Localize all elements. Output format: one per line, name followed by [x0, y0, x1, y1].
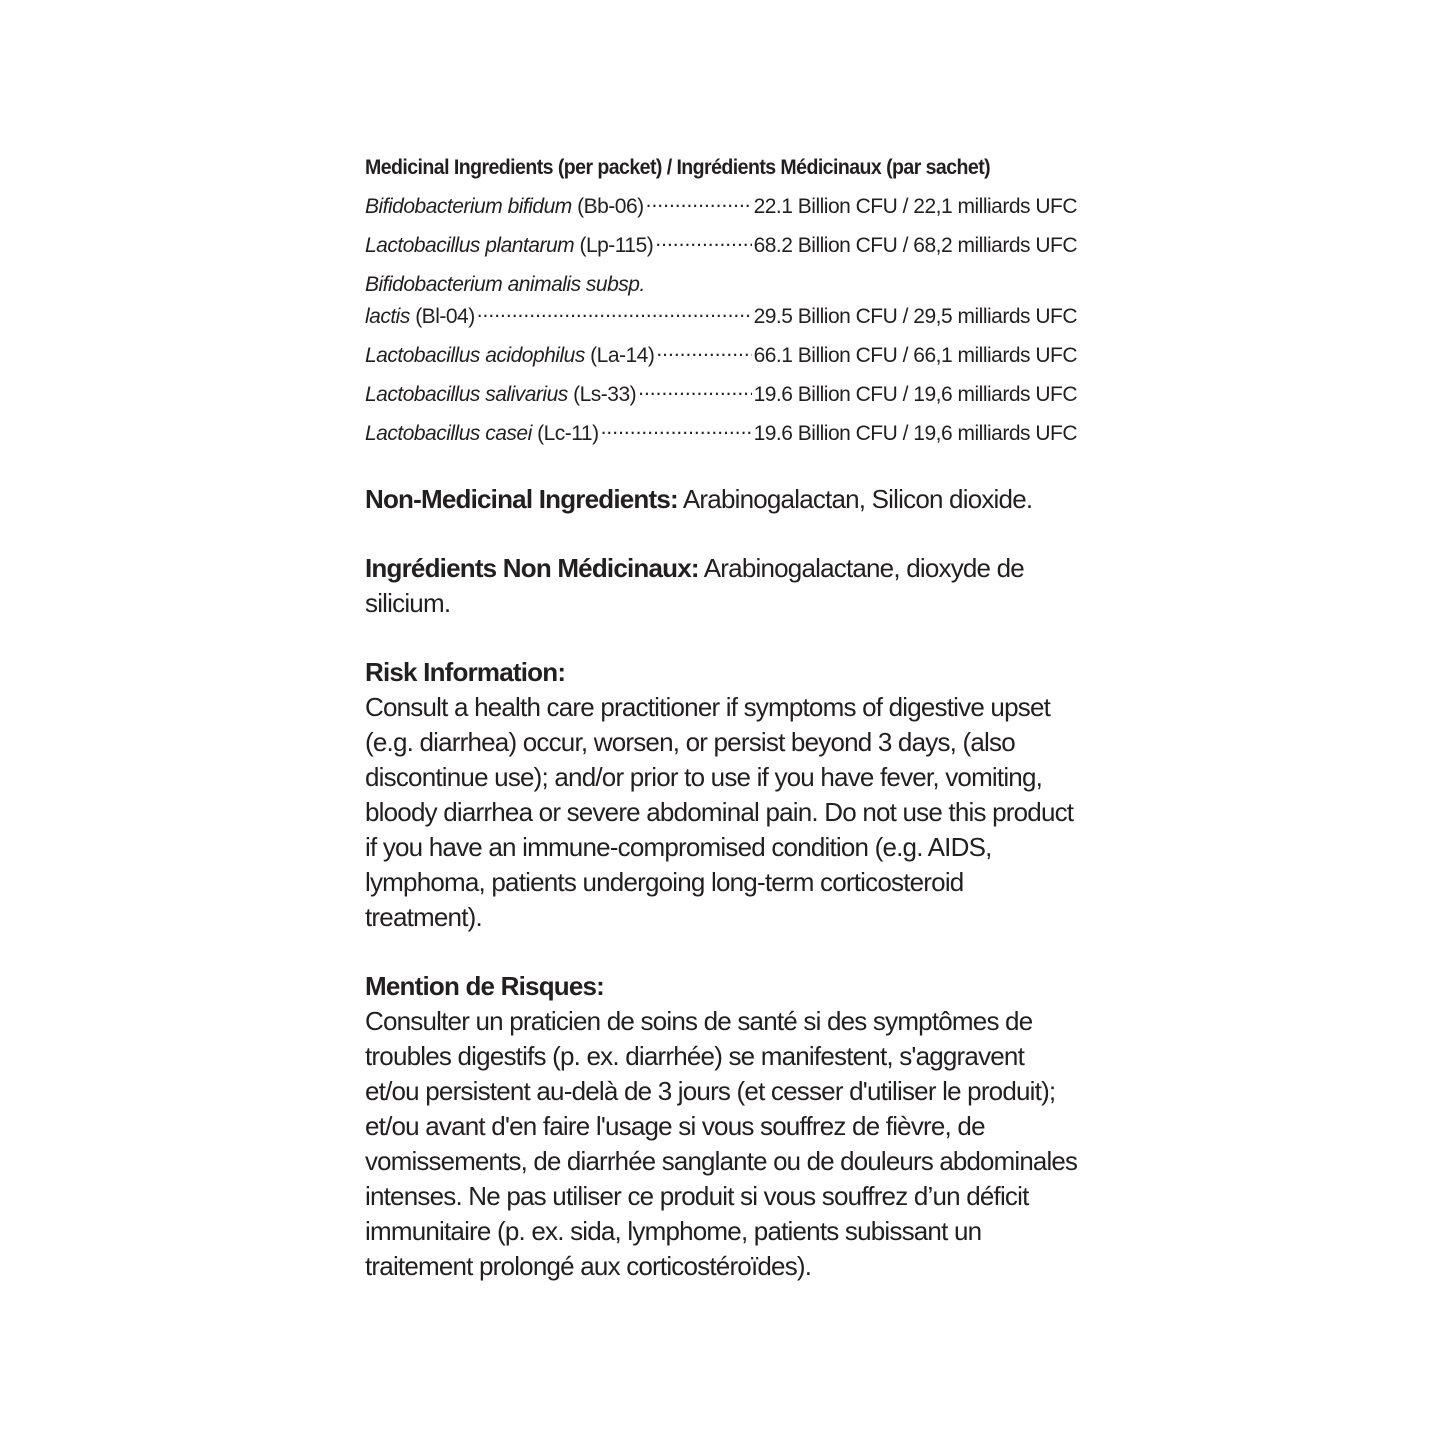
ingredient-name: Bifidobacterium bifidum (Bb-06) — [365, 195, 644, 218]
ingredient-amount: 22.1 Billion CFU / 22,1 milliards UFC — [753, 195, 1077, 218]
risk-text-line: Consulter un praticien de soins de santé si des symptômes de — [365, 1006, 1033, 1036]
risk-heading-fr: Mention de Risques: — [365, 971, 605, 1001]
ingredient-row — [365, 418, 1077, 450]
risk-information-en — [365, 655, 1077, 935]
risk-text-line: vomissements, de diarrhée sanglante ou de douleurs abdominales — [365, 1146, 1078, 1176]
ingredient-name: Lactobacillus casei (Lc-11) — [365, 422, 599, 445]
ingredient-name: Lactobacillus acidophilus (La-14) — [365, 344, 655, 367]
ingredient-name-line2: lactis (Bl-04) — [365, 305, 475, 328]
ingredient-amount: 68.2 Billion CFU / 68,2 milliards UFC — [753, 234, 1077, 257]
dot-leader — [656, 341, 751, 362]
ingredient-amount: 66.1 Billion CFU / 66,1 milliards UFC — [753, 344, 1077, 367]
ingredient-row — [365, 379, 1077, 411]
ingredient-name-line1: Bifidobacterium animalis subsp. — [365, 273, 645, 296]
ingredient-row — [365, 230, 1077, 262]
dot-leader — [646, 192, 752, 213]
ingredient-amount: 19.6 Billion CFU / 19,6 milliards UFC — [753, 422, 1077, 445]
risk-text-line: traitement prolongé aux corticostéroïdes). — [365, 1251, 812, 1281]
product-label — [365, 152, 1077, 1284]
risk-information-fr — [365, 969, 1077, 1284]
ingredient-row — [365, 340, 1077, 372]
risk-text-line: troubles digestifs (p. ex. diarrhée) se manifestent, s'aggravent — [365, 1041, 1025, 1071]
risk-text-line: et/ou persistent au-delà de 3 jours (et cesser d'utiliser le produit); — [365, 1076, 1056, 1106]
ingredient-row — [365, 191, 1077, 223]
non-medicinal-label-en: Non-Medicinal Ingredients: — [365, 484, 678, 514]
non-medicinal-ingredients-en — [365, 482, 1077, 517]
medicinal-ingredients-table — [365, 191, 1077, 450]
ingredient-row — [365, 269, 1077, 333]
risk-text-line: bloody diarrhea or severe abdominal pain. Do not use this product — [365, 797, 1074, 827]
dot-leader — [655, 231, 751, 252]
medicinal-ingredients-title: Medicinal Ingredients (per packet) / Ingrédients Médicinaux (par sachet) — [365, 156, 991, 179]
risk-text-line: Consult a health care practitioner if symptoms of digestive upset — [365, 692, 1051, 722]
risk-text-line: et/ou avant d'en faire l'usage si vous souffrez de fièvre, de — [365, 1111, 985, 1141]
risk-text-line: lymphoma, patients undergoing long-term corticosteroid — [365, 867, 964, 897]
ingredient-name: Lactobacillus plantarum (Lp-115) — [365, 234, 654, 257]
non-medicinal-label-fr: Ingrédients Non Médicinaux: — [365, 553, 699, 583]
dot-leader — [638, 380, 751, 401]
dot-leader — [477, 302, 752, 323]
non-medicinal-text-fr: Arabinogalactane, dioxyde de — [698, 553, 1024, 583]
non-medicinal-ingredients-fr — [365, 551, 1077, 621]
risk-heading-en: Risk Information: — [365, 657, 566, 687]
dot-leader — [601, 419, 752, 440]
risk-text-line: discontinue use); and/or prior to use if you have fever, vomiting, — [365, 762, 1043, 792]
ingredient-name: Lactobacillus salivarius (Ls-33) — [365, 383, 637, 406]
non-medicinal-text-en: Arabinogalactan, Silicon dioxide. — [677, 484, 1033, 514]
ingredient-amount: 29.5 Billion CFU / 29,5 milliards UFC — [753, 305, 1077, 328]
risk-text-line: immunitaire (p. ex. sida, lymphome, patients subissant un — [365, 1216, 982, 1246]
risk-text-line: treatment). — [365, 902, 482, 932]
risk-text-line: intenses. Ne pas utiliser ce produit si vous souffrez d’un déficit — [365, 1181, 1029, 1211]
risk-text-line: if you have an immune-compromised condition (e.g. AIDS, — [365, 832, 992, 862]
ingredient-amount: 19.6 Billion CFU / 19,6 milliards UFC — [753, 383, 1077, 406]
non-medicinal-text-fr-line2: silicium. — [365, 588, 451, 618]
risk-text-line: (e.g. diarrhea) occur, worsen, or persist beyond 3 days, (also — [365, 727, 1015, 757]
